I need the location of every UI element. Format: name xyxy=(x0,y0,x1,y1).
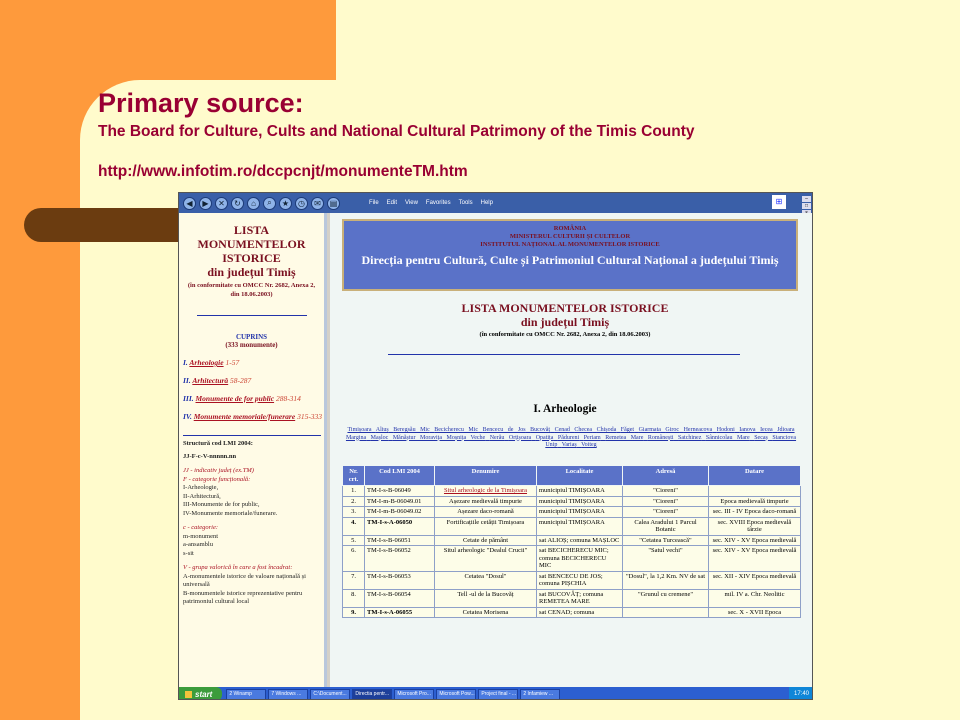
table-cell: municipiul TIMIȘOARA xyxy=(537,496,623,507)
table-row xyxy=(343,486,801,497)
table-row xyxy=(343,507,801,518)
town-link[interactable]: Românești xyxy=(647,434,674,441)
slide-title: Primary source: xyxy=(98,88,304,118)
col-header-nr: Nr. crt. xyxy=(343,466,365,486)
table-cell: 5. xyxy=(343,535,365,546)
search-icon[interactable]: ⌕ xyxy=(263,197,276,210)
table-cell: sat BUCOVĂȚ; comuna REMETEA MARE xyxy=(537,589,623,607)
table-cell: "Cioreni" xyxy=(623,496,709,507)
page-header xyxy=(342,219,798,291)
favorites-icon[interactable]: ★ xyxy=(279,197,292,210)
browser-toolbar xyxy=(179,193,813,213)
table-cell: Fortificațiile cetății Timișoara xyxy=(435,517,537,535)
table-row xyxy=(343,546,801,572)
col-header-adresa: Adresă xyxy=(623,466,709,486)
table-row xyxy=(343,535,801,546)
town-link[interactable]: Secaș xyxy=(754,434,768,441)
table-cell: "Cioreni" xyxy=(623,486,709,497)
taskbar-task[interactable]: C:\Document... xyxy=(310,689,350,700)
table-cell: municipiul TIMIȘOARA xyxy=(537,486,623,497)
col-header-datare: Datare xyxy=(709,466,801,486)
town-link[interactable]: Moravița xyxy=(420,434,442,441)
legend-item: II-Arhitectură, xyxy=(183,492,221,500)
table-cell: sat ALIOȘ; comuna MAȘLOC xyxy=(537,535,623,546)
structure-label: Structură cod LMI 2004: xyxy=(183,440,253,447)
table-row xyxy=(343,496,801,507)
table-cell: sec. XIV - XV Epoca medievală xyxy=(709,546,801,572)
town-link[interactable]: Ianova xyxy=(739,427,756,433)
town-link[interactable]: Bucovăț xyxy=(530,427,551,433)
town-link[interactable]: Variaș xyxy=(561,442,577,448)
print-icon[interactable]: ▤ xyxy=(327,197,340,210)
town-link[interactable]: Mașloc xyxy=(370,434,389,441)
town-link[interactable]: Făget xyxy=(620,427,635,433)
town-links[interactable] xyxy=(342,427,800,450)
taskbar-task[interactable]: 2 Winamp xyxy=(226,689,266,700)
legend-item: III-Monumente de for public, xyxy=(183,501,260,508)
home-icon[interactable]: ⌂ xyxy=(247,197,260,210)
table-cell: Epoca medievală timpurie xyxy=(709,496,801,507)
town-link[interactable]: Nerău xyxy=(489,434,505,441)
table-row xyxy=(343,571,801,589)
mail-icon[interactable]: ✉ xyxy=(311,197,324,210)
legend-item: V - grupa valorică în care a fost încadrat: xyxy=(183,564,293,571)
table-cell: TM-I-s-B-06049 xyxy=(365,486,435,497)
left-frame-contents xyxy=(179,213,327,687)
town-link[interactable]: Moșnița Veche xyxy=(446,434,486,441)
town-link[interactable]: Mănăștur xyxy=(392,434,416,441)
taskbar-task[interactable]: Microsoft Pow... xyxy=(436,689,476,700)
town-link[interactable]: Jdioara xyxy=(777,427,795,433)
header-title: Direcția pentru Cultură, Culte și Patrimoniul Cultural Național a județului Timiș xyxy=(361,253,779,267)
taskbar-task[interactable]: Directia pentr... xyxy=(352,689,392,700)
legend-item: a-ansamblu xyxy=(183,541,213,548)
menu-help[interactable]: Help xyxy=(480,200,493,206)
town-link[interactable]: Iecea xyxy=(760,427,773,433)
table-cell: 9. xyxy=(343,607,365,618)
menu-file[interactable]: File xyxy=(369,200,379,206)
table-cell: "Satul vechi" xyxy=(623,546,709,572)
table-cell: municipiul TIMIȘOARA xyxy=(537,517,623,535)
table-cell: TM-I-m-B-06049.02 xyxy=(365,507,435,518)
legend-item: F - categorie funcțională: xyxy=(183,475,251,483)
town-link[interactable]: Herneacova xyxy=(683,427,713,433)
table-cell: Așezare medievală timpurie xyxy=(435,496,537,507)
toc-item-monumente-memoriale[interactable]: IV. Monumente memoriale/funerare 315-333 xyxy=(183,412,323,421)
legend-item: c - categorie: xyxy=(183,524,219,531)
slide-subtitle: The Board for Culture, Cults and National Cultural Patrimony of the Timis County xyxy=(98,123,695,140)
lf-conformity: (în conformitate cu OMCC Nr. 2682, Anexa 2, din 18.06.2003) xyxy=(187,282,316,298)
table-header-row xyxy=(343,466,801,486)
taskbar-task[interactable]: Microsoft Pro... xyxy=(394,689,434,700)
slide-url[interactable]: http://www.infotim.ro/dccpcnjt/monumenteTM.htm xyxy=(98,163,468,180)
table-cell: Cetatea "Dosul" xyxy=(435,571,537,589)
table-cell: sat BECICHERECU MIC; comuna BECICHERECU MIC xyxy=(537,546,623,572)
section-title: I. Arheologie xyxy=(533,403,597,415)
table-cell: sec. III - IV Epoca daco-romană xyxy=(709,507,801,518)
table-cell: Cetatea Morisena xyxy=(435,607,537,618)
divider xyxy=(197,315,307,316)
table-cell: TM-I-s-B-06053 xyxy=(365,571,435,589)
start-button[interactable]: start xyxy=(179,687,222,700)
table-cell: "Cetatea Turcească" xyxy=(623,535,709,546)
table-cell: TM-I-s-B-06051 xyxy=(365,535,435,546)
browser-screenshot xyxy=(178,192,813,700)
table-cell xyxy=(709,486,801,497)
legend xyxy=(179,467,324,607)
maximize-icon[interactable]: □ xyxy=(802,203,811,209)
minimize-icon[interactable]: – xyxy=(802,196,811,202)
table-cell[interactable]: Situl arheologic de la Timișoara xyxy=(435,486,537,497)
table-cell: 4. xyxy=(343,517,365,535)
table-cell: TM-I-s-B-06054 xyxy=(365,589,435,607)
town-link[interactable]: Remetea Mare xyxy=(605,434,644,441)
table-cell: 7. xyxy=(343,571,365,589)
town-link[interactable]: Satchinez xyxy=(678,434,702,441)
town-link[interactable]: Orțișoara xyxy=(508,434,532,441)
back-icon[interactable]: ◀ xyxy=(183,197,196,210)
town-link[interactable]: Sânnicolau Mare xyxy=(705,434,750,441)
table-cell: sec. X - XVII Epoca xyxy=(709,607,801,618)
table-cell: sec. XII - XIV Epoca medievală xyxy=(709,571,801,589)
monuments-table xyxy=(342,465,801,618)
table-cell: Situl arheologic "Dealul Crucii" xyxy=(435,546,537,572)
lf-cuprins: CUPRINS xyxy=(235,333,268,341)
decor-left-band xyxy=(0,0,80,720)
taskbar-task[interactable]: 7 Windows ... xyxy=(268,689,308,700)
table-cell: 6. xyxy=(343,546,365,572)
col-header-cod: Cod LMI 2004 xyxy=(365,466,435,486)
legend-item: m-monument xyxy=(183,532,219,540)
table-cell: Cetate de pământ xyxy=(435,535,537,546)
toc-item-monumente-for-public[interactable]: III. Monumente de for public 288-314 xyxy=(183,394,301,403)
table-cell: "Cioreni" xyxy=(623,507,709,518)
decor-top-band xyxy=(80,0,336,80)
table-cell: 8. xyxy=(343,589,365,607)
legend-item: JJ - indicativ județ (ex.TM) xyxy=(183,467,254,474)
town-link[interactable]: Becicherecu Mic xyxy=(434,427,479,433)
town-link[interactable]: Giarmata xyxy=(638,427,661,433)
header-institution: ROMÂNIA MINISTERUL CULTURII ȘI CULTELOR INSTITUTUL NAȚIONAL AL MONUMENTELOR ISTORICE xyxy=(480,225,660,248)
town-link[interactable]: Checea xyxy=(574,427,593,433)
refresh-icon[interactable]: ↻ xyxy=(231,197,244,210)
town-link[interactable]: Hodoni xyxy=(716,427,735,433)
taskbar-tasks xyxy=(226,689,560,700)
town-link[interactable]: Pădureni xyxy=(557,434,580,441)
table-cell: sec. XIV - XV Epoca medievală xyxy=(709,535,801,546)
town-link[interactable]: Margina xyxy=(345,434,367,441)
lf-count: (333 monumente) xyxy=(225,341,278,349)
forward-icon[interactable]: ▶ xyxy=(199,197,212,210)
taskbar xyxy=(179,687,813,700)
table-cell: TM-I-s-A-06050 xyxy=(365,517,435,535)
legend-item: s-sit xyxy=(183,549,194,557)
table-cell: Calea Aradului 1 Parcul Botanic xyxy=(623,517,709,535)
town-link[interactable]: Periam xyxy=(583,434,601,441)
town-link[interactable]: Bencecu de Jos xyxy=(482,427,526,433)
legend-item: I-Arheologie, xyxy=(183,484,219,491)
menu-view[interactable]: View xyxy=(405,200,418,206)
col-header-denumire: Denumire xyxy=(435,466,537,486)
lf-title: LISTA MONUMENTELOR ISTORICE din județul Timiș xyxy=(197,223,306,279)
menu-edit[interactable]: Edit xyxy=(386,200,398,206)
town-link[interactable]: Opatița xyxy=(535,434,554,441)
table-cell: sat BENCECU DE JOS; comuna PIȘCHIA xyxy=(537,571,623,589)
table-body xyxy=(343,486,801,618)
menu-tools[interactable]: Tools xyxy=(458,200,473,206)
table-cell: TM-I-s-A-06055 xyxy=(365,607,435,618)
divider xyxy=(183,435,321,436)
town-link[interactable]: Unip xyxy=(545,442,558,448)
table-cell: TM-I-m-B-06049.01 xyxy=(365,496,435,507)
col-header-localitate: Localitate xyxy=(537,466,623,486)
table-cell: sec. XVIII Epoca medievală târzie xyxy=(709,517,801,535)
legend-item: A-monumentele istorice de valoare națională și universală xyxy=(183,572,306,588)
menu-favorites[interactable]: Favorites xyxy=(425,200,451,206)
taskbar-task[interactable]: 2 Infamiew ... xyxy=(520,689,560,700)
list-conformity: (în conformitate cu OMCC Nr. 2682, Anexa 2, din 18.06.2003) xyxy=(479,331,651,338)
right-frame-contents xyxy=(330,213,813,687)
town-link[interactable]: Beregsău Mic xyxy=(393,427,430,433)
table-cell: Așezare daco-romană xyxy=(435,507,537,518)
table-cell: "Dosul", la 1,2 Km. NV de sat xyxy=(623,571,709,589)
table-cell: "Grunul cu cremene" xyxy=(623,589,709,607)
legend-item: IV-Monumente memoriale/funerare. xyxy=(183,509,278,517)
history-icon[interactable]: ◷ xyxy=(295,197,308,210)
windows-flag-icon xyxy=(185,691,192,698)
table-row xyxy=(343,589,801,607)
town-link[interactable]: Chișoda xyxy=(596,427,617,433)
toc-item-arhitectura[interactable]: II. Arhitectură 58-287 xyxy=(183,376,252,385)
list-title: LISTA MONUMENTELOR ISTORICE din județul Timiș xyxy=(461,301,669,329)
table-cell: Tell -ul de la Bucovăț xyxy=(435,589,537,607)
table-row xyxy=(343,607,801,618)
clock: 17:40 xyxy=(789,687,813,700)
decor-brown-bar xyxy=(24,208,184,242)
town-link[interactable]: Giroc xyxy=(665,427,680,433)
table-row xyxy=(343,517,801,535)
town-link[interactable]: Aliuș xyxy=(375,427,389,433)
table-cell: 1. xyxy=(343,486,365,497)
legend-item: B-monumentele istorice reprezentative pentru patrimoniul cultural local xyxy=(183,589,303,605)
table-cell xyxy=(623,607,709,618)
structure-code: JJ-F-c-V-nnnnn.nn xyxy=(183,452,237,460)
town-link[interactable]: Timișoara xyxy=(347,427,372,433)
town-link[interactable]: Cenad xyxy=(554,427,570,433)
toc-item-arheologie[interactable]: I. Arheologie 1-57 xyxy=(183,358,240,367)
stop-icon[interactable]: ✕ xyxy=(215,197,228,210)
table-cell: 3. xyxy=(343,507,365,518)
table-cell: 2. xyxy=(343,496,365,507)
windows-logo-icon: ⊞ xyxy=(772,195,786,209)
taskbar-task[interactable]: Project final - ... xyxy=(478,689,518,700)
menu-bar xyxy=(369,200,493,206)
table-cell: municipiul TIMIȘOARA xyxy=(537,507,623,518)
table-cell: TM-I-s-B-06052 xyxy=(365,546,435,572)
table-cell: mil. IV a. Chr. Neolitic xyxy=(709,589,801,607)
divider xyxy=(388,354,740,355)
table-cell: sat CENAD; comuna xyxy=(537,607,623,618)
town-link[interactable]: Voiteg xyxy=(581,442,597,448)
town-link[interactable]: Stanciova xyxy=(772,434,797,441)
